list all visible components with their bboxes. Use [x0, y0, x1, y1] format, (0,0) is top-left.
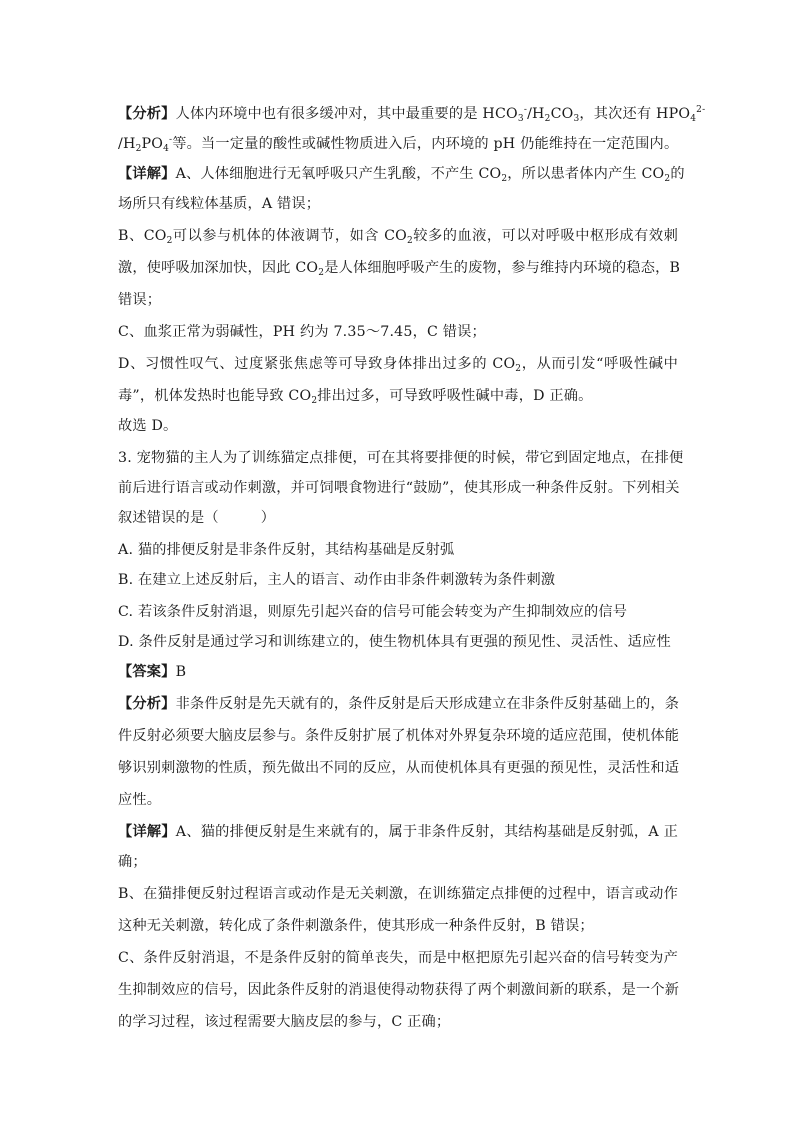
text-segment: ，从而引发“呼吸性碱中: [521, 356, 678, 372]
text-segment: C. 若该条件反射消退，则原先引起兴奋的信号可能会转变为产生抑制效应的信号: [118, 604, 628, 620]
text-segment: -: [523, 105, 528, 115]
analysis-3-line-2: [118, 726, 678, 746]
text-segment: 4: [163, 144, 170, 154]
text-segment: 2: [135, 144, 142, 154]
text-segment: 的学习过程，该过程需要大脑皮层的参与，C 正确；: [118, 1014, 451, 1030]
answer-line: [118, 662, 678, 682]
text-segment: 2: [664, 174, 671, 184]
section-tag: 【答案】: [118, 664, 176, 680]
detail-3a-line-1: [118, 822, 678, 842]
text-segment: 件反射必须要大脑皮层参与。条件反射扩展了机体对外界复杂环境的适应范围，使机体能: [118, 728, 680, 744]
section-tag: 【详解】: [118, 824, 176, 840]
option-d: [118, 632, 678, 652]
text-segment: 2: [501, 174, 508, 184]
text-segment: 排出过多，可导致呼吸性碱中毒，D 正确。: [317, 388, 593, 404]
text-segment: 场所只有线粒体基质，A 错误；: [118, 196, 321, 212]
detail-3c-line-2: [118, 980, 678, 1000]
text-segment: 2: [311, 396, 318, 406]
detail-d-line-2: [118, 386, 678, 406]
text-segment: B. 在建立上述反射后，主人的语言、动作由非条件刺激转为条件刺激: [118, 572, 556, 588]
question-3-line-2: [118, 478, 678, 498]
text-segment: 前后进行语言或动作刺激，并可饲喂食物进行“鼓励”，使其形成一种条件反射。下列相关: [118, 480, 680, 496]
text-segment: 2: [406, 236, 413, 246]
analysis-3-line-1: [118, 694, 678, 714]
detail-3b-line-1: [118, 884, 678, 904]
text-segment: ，其次还有 HPO: [579, 106, 691, 122]
text-segment: /H: [527, 106, 545, 122]
text-segment: 够识别刺激物的性质，预先做出不同的反应，从而使机体具有更强的预见性，灵活性和适: [118, 760, 680, 776]
text-segment: 叙述错误的是（: [118, 510, 219, 526]
question-3-line-1: [118, 448, 684, 468]
detail-b-line-2: [118, 258, 681, 278]
text-segment: 2: [515, 364, 522, 374]
text-segment: 2: [166, 236, 173, 246]
text-segment: 是人体细胞呼吸产生的废物，参与维持内环境的稳态，B: [324, 260, 681, 276]
text-segment: 故选 D。: [118, 418, 178, 434]
text-segment: 2: [544, 114, 551, 124]
option-a: [118, 540, 678, 560]
detail-b-line-3: [118, 290, 678, 310]
section-tag: 【分析】: [118, 106, 176, 122]
text-segment: 3: [573, 114, 580, 124]
text-segment: 激，使呼吸加深加快，因此 CO: [118, 260, 319, 276]
text-segment: ，所以患者体内产生 CO: [507, 166, 665, 182]
analysis-3-line-3: [118, 758, 678, 778]
text-segment: 可以参与机体的体液调节，如含 CO: [172, 228, 407, 244]
text-segment: A. 猫的排便反射是非条件反射，其结构基础是反射弧: [118, 542, 455, 558]
question-3-line-3: [118, 508, 678, 528]
text-segment: 应性。: [118, 792, 162, 808]
text-segment: B: [175, 664, 187, 680]
detail-3c-line-1: [118, 948, 678, 968]
analysis-line-2: [118, 134, 678, 154]
text-segment: D. 条件反射是通过学习和训练建立的，使生物机体具有更强的预见性、灵活性、适应性: [118, 634, 671, 650]
analysis-line-1: [118, 104, 706, 124]
text-segment: 的: [670, 166, 685, 182]
detail-d-line-1: [118, 354, 678, 374]
text-segment: C、条件反射消退，不是条件反射的简单丧失，而是中枢把原先引起兴奋的信号转变为产: [118, 950, 678, 966]
text-segment: 错误；: [118, 292, 162, 308]
detail-line-1: [118, 164, 685, 184]
text-segment: CO: [550, 106, 574, 122]
text-segment: 生抑制效应的信号，因此条件反射的消退使得动物获得了两个刺激间新的联系，是一个新: [118, 982, 680, 998]
option-c: [118, 602, 678, 622]
text-segment: 2-: [696, 105, 706, 115]
text-segment: A、猫的排便反射是生来就有的，属于非条件反射，其结构基础是反射弧，A 正: [175, 824, 678, 840]
section-tag: 【详解】: [118, 166, 176, 182]
text-segment: C、血浆正常为弱碱性，PH 约为 7.35～7.45，C 错误；: [118, 324, 486, 340]
text-segment: 4: [690, 114, 697, 124]
text-segment: 非条件反射是先天就有的，条件反射是后天形成建立在非条件反射基础上的，条: [175, 696, 680, 712]
answer-choice-line: [118, 416, 678, 436]
text-segment: 毒”，机体发热时也能导致 CO: [118, 388, 312, 404]
text-segment: 3: [517, 114, 524, 124]
detail-b-line-1: [118, 226, 678, 246]
analysis-3-line-4: [118, 790, 678, 810]
detail-3c-line-3: [118, 1012, 678, 1032]
text-segment: ）: [260, 510, 276, 526]
detail-3a-line-2: [118, 852, 678, 872]
detail-c-line: [118, 322, 678, 342]
text-segment: PO: [141, 136, 164, 152]
text-segment: 3. 宠物猫的主人为了训练猫定点排便，可在其将要排便的时候，带它到固定地点，在排便: [118, 450, 684, 466]
text-segment: -: [169, 135, 173, 145]
text-segment: A、人体细胞进行无氧呼吸只产生乳酸，不产生 CO: [175, 166, 502, 182]
detail-line-2: [118, 194, 678, 214]
text-segment: 人体内环境中也有很多缓冲对，其中最重要的是 HCO: [175, 106, 518, 122]
text-segment: B、在猫排便反射过程语言或动作是无关刺激，在训练猫定点排便的过程中，语言或动作: [118, 886, 678, 902]
text-segment: /H: [118, 136, 136, 152]
text-segment: D、习惯性叹气、过度紧张焦虑等可导致身体排出过多的 CO: [118, 356, 516, 372]
text-segment: 等。当一定量的酸性或碱性物质进入后，内环境的 pH 仍能维持在一定范围内。: [172, 136, 679, 152]
detail-3b-line-2: [118, 916, 678, 936]
text-segment: 确；: [118, 854, 147, 870]
option-b: [118, 570, 678, 590]
text-segment: 2: [318, 268, 325, 278]
text-segment: 这种无关刺激，转化成了条件刺激条件，使其形成一种条件反射，B 错误；: [118, 918, 594, 934]
text-segment: 较多的血液，可以对呼吸中枢形成有效刺: [412, 228, 678, 244]
text-segment: B、CO: [118, 228, 167, 244]
section-tag: 【分析】: [118, 696, 176, 712]
